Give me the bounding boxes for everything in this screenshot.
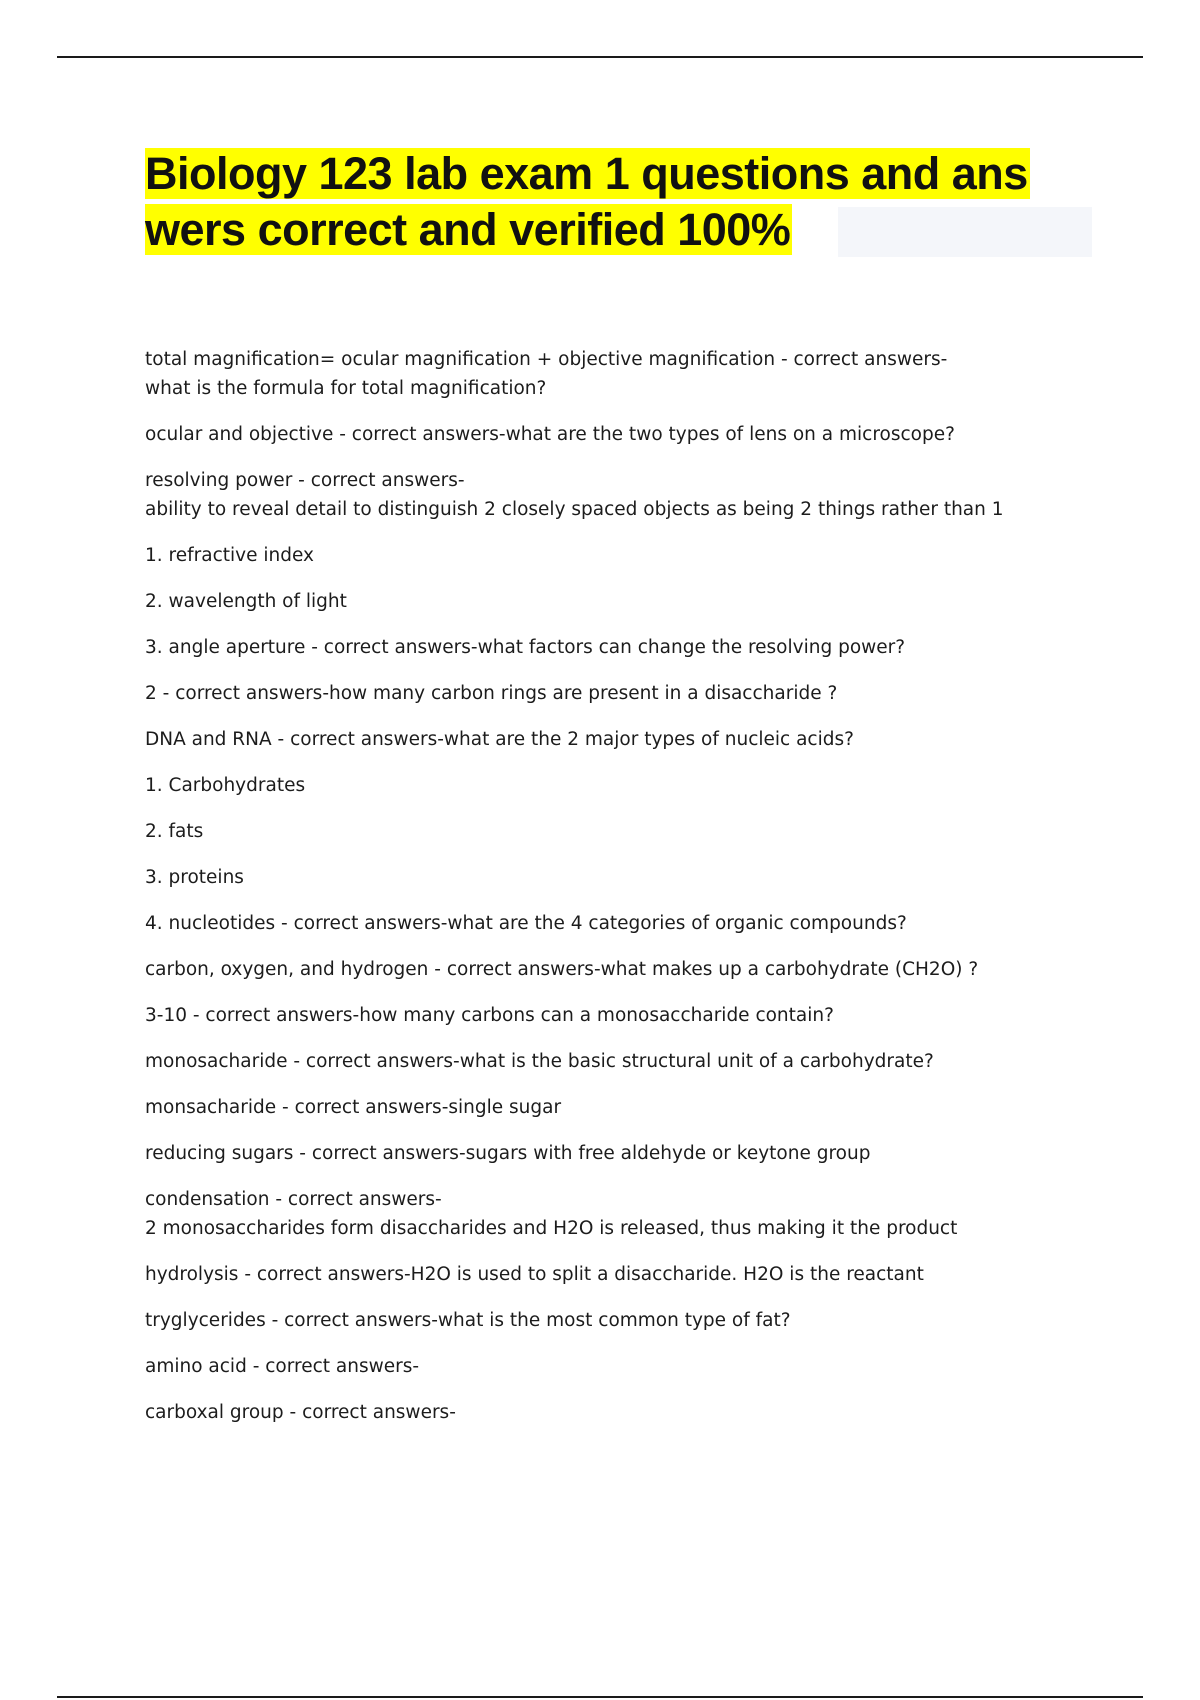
- qa-line: 4. nucleotides - correct answers-what are the 4 categories of organic compounds?: [145, 913, 907, 934]
- qa-item: [145, 345, 1045, 403]
- qa-line: monsacharide - correct answers-single sugar: [145, 1097, 562, 1118]
- qa-line: tryglycerides - correct answers-what is the most common type of fat?: [145, 1310, 791, 1331]
- qa-item: [145, 420, 1045, 449]
- qa-item: [145, 587, 1045, 616]
- qa-item: [145, 633, 1045, 662]
- document-title: [145, 146, 1092, 258]
- title-line: Biology 123 lab exam 1 questions and ans: [145, 148, 1028, 199]
- qa-line: 1. Carbohydrates: [145, 775, 306, 796]
- qa-line: ocular and objective - correct answers-what are the two types of lens on a microscope?: [145, 424, 955, 445]
- qa-item: [145, 1139, 1045, 1168]
- qa-line: DNA and RNA - correct answers-what are the 2 major types of nucleic acids?: [145, 729, 854, 750]
- footer-rule: [57, 1696, 1143, 1698]
- qa-line: reducing sugars - correct answers-sugars with free aldehyde or keytone group: [145, 1143, 871, 1164]
- qa-line: monosacharide - correct answers-what is the basic structural unit of a carbohydrate?: [145, 1051, 934, 1072]
- qa-line: 2. fats: [145, 821, 204, 842]
- qa-item: [145, 1093, 1045, 1122]
- qa-item: [145, 466, 1045, 524]
- qa-item: [145, 1352, 1045, 1381]
- qa-line: resolving power - correct answers-: [145, 470, 465, 491]
- qa-item: [145, 1260, 1045, 1289]
- qa-line: what is the formula for total magnification?: [145, 378, 547, 399]
- qa-line: total magnification= ocular magnification + objective magnification - correct answers-: [145, 349, 948, 370]
- qa-line: 2. wavelength of light: [145, 591, 347, 612]
- qa-line: 2 monosaccharides form disaccharides and H2O is released, thus making it the product: [145, 1218, 958, 1239]
- qa-item: [145, 771, 1045, 800]
- qa-line: carbon, oxygen, and hydrogen - correct answers-what makes up a carbohydrate (CH2O) ?: [145, 959, 979, 980]
- qa-item: [145, 541, 1045, 570]
- qa-item: [145, 725, 1045, 754]
- qa-line: 2 - correct answers-how many carbon rings are present in a disaccharide ?: [145, 683, 838, 704]
- qa-item: [145, 1306, 1045, 1335]
- qa-item: [145, 1001, 1045, 1030]
- qa-list: [145, 345, 1045, 1444]
- header-rule: [57, 56, 1143, 58]
- qa-item: [145, 909, 1045, 938]
- qa-line: hydrolysis - correct answers-H2O is used to split a disaccharide. H2O is the reactant: [145, 1264, 924, 1285]
- qa-line: 3-10 - correct answers-how many carbons can a monosaccharide contain?: [145, 1005, 834, 1026]
- qa-line: condensation - correct answers-: [145, 1189, 442, 1210]
- qa-line: 1. refractive index: [145, 545, 314, 566]
- qa-line: 3. proteins: [145, 867, 244, 888]
- qa-line: ability to reveal detail to distinguish 2 closely spaced objects as being 2 things rather than 1: [145, 499, 1004, 520]
- qa-item: [145, 1047, 1045, 1076]
- title-line: wers correct and verified 100%: [145, 204, 791, 255]
- qa-item: [145, 679, 1045, 708]
- qa-line: 3. angle aperture - correct answers-what factors can change the resolving power?: [145, 637, 906, 658]
- qa-item: [145, 817, 1045, 846]
- qa-line: carboxal group - correct answers-: [145, 1402, 456, 1423]
- qa-line: amino acid - correct answers-: [145, 1356, 420, 1377]
- qa-item: [145, 1398, 1045, 1427]
- qa-item: [145, 955, 1045, 984]
- qa-item: [145, 863, 1045, 892]
- qa-item: [145, 1185, 1045, 1243]
